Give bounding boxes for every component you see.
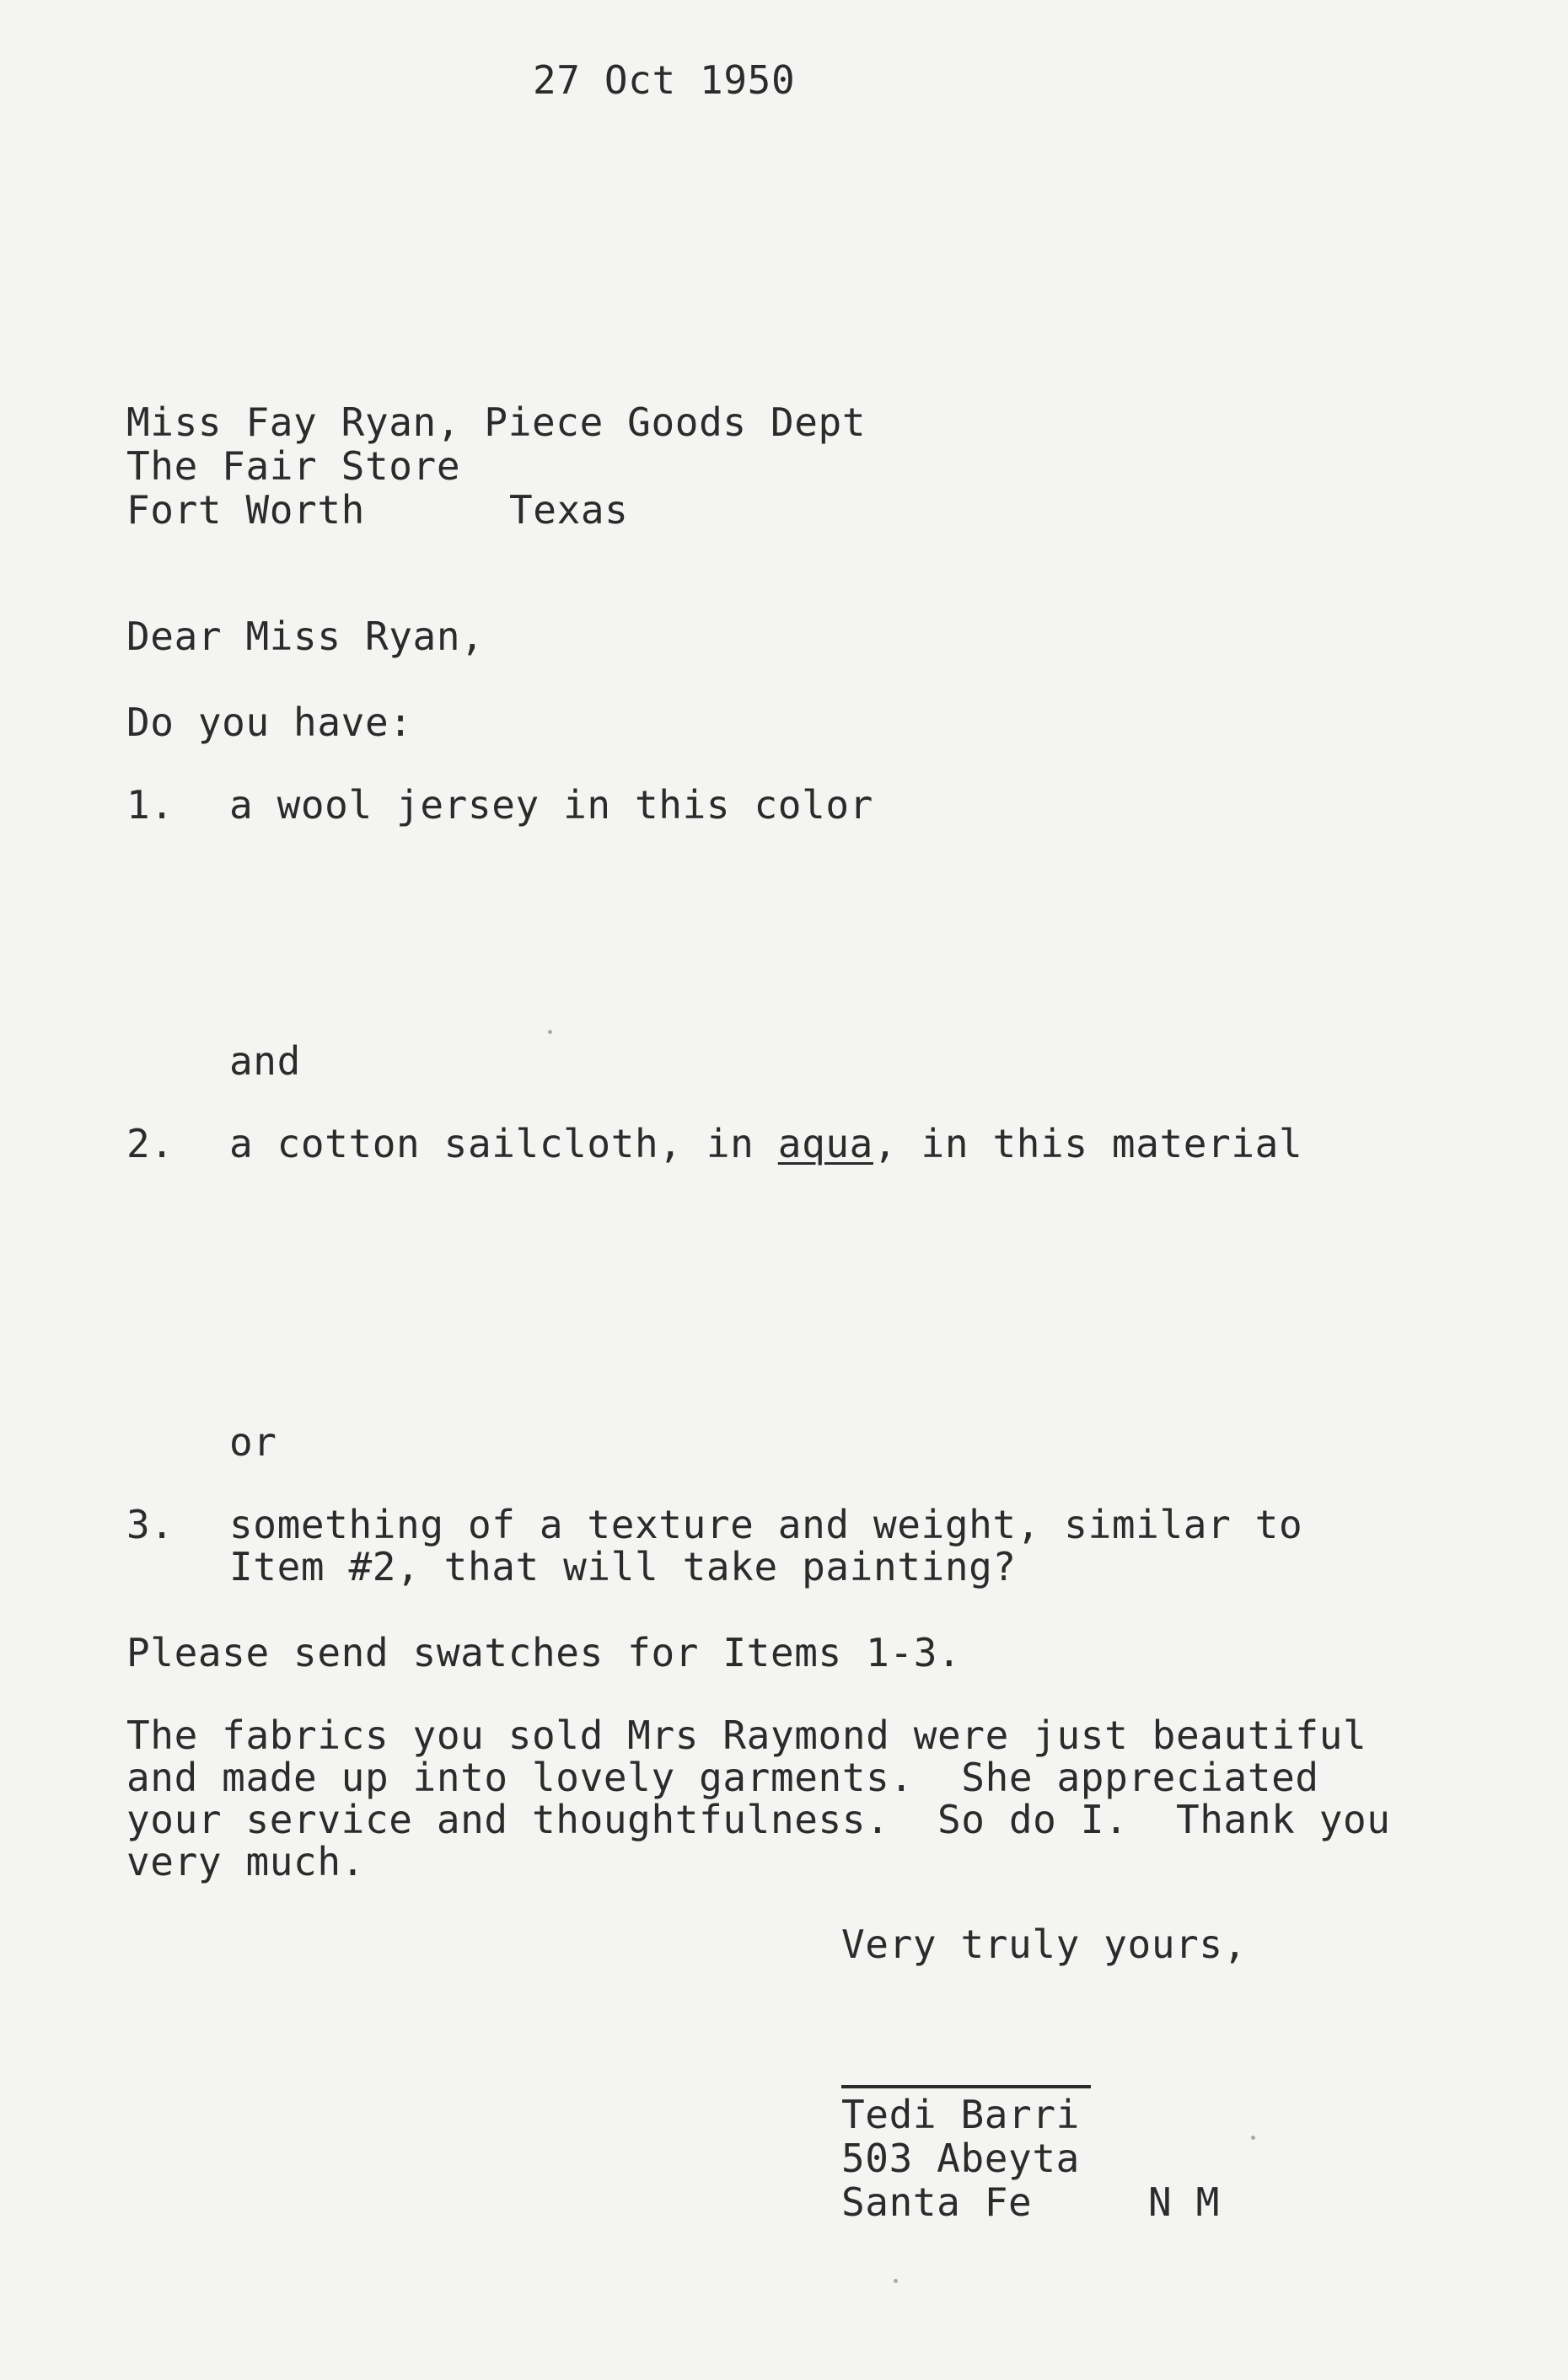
connector-or: or [229, 1419, 277, 1465]
signer-city: Santa Fe [841, 2179, 1033, 2225]
item-3-number: 3. [126, 1502, 175, 1547]
recipient-line-1: Miss Fay Ryan, Piece Goods Dept [126, 399, 867, 445]
intro-line: Do you have: [126, 700, 413, 745]
valediction: Very truly yours, [841, 1922, 1248, 1967]
swatch-request: Please send swatches for Items 1-3. [126, 1630, 962, 1675]
connector-and: and [229, 1038, 301, 1084]
closing-paragraph-line-4: very much. [126, 1839, 365, 1884]
item-3-text-line-2: Item #2, that will take painting? [229, 1544, 1017, 1589]
paper-speck [1251, 2136, 1255, 2140]
recipient-city: Fort Worth [126, 487, 365, 533]
closing-paragraph-line-3: your service and thoughtfulness. So do I. Thank you [126, 1797, 1391, 1842]
signer-state: N M [1148, 2179, 1220, 2225]
item-2-number: 2. [126, 1121, 175, 1166]
paper-speck [894, 2279, 898, 2283]
item-3-text-line-1: something of a texture and weight, similar to [229, 1502, 1303, 1547]
salutation: Dear Miss Ryan, [126, 614, 485, 659]
recipient-state: Texas [509, 487, 629, 533]
recipient-line-2: The Fair Store [126, 443, 461, 489]
item-2-text-before: a cotton sailcloth, in [229, 1121, 778, 1166]
closing-paragraph-line-2: and made up into lovely garments. She appreciated [126, 1755, 1319, 1800]
item-2-underlined-word: aqua [777, 1121, 873, 1166]
letter-date: 27 Oct 1950 [533, 57, 796, 103]
item-2-text [229, 1121, 1303, 1166]
signer-street: 503 Abeyta [841, 2136, 1080, 2181]
item-2-text-after: , in this material [873, 1121, 1303, 1166]
item-1-text: a wool jersey in this color [229, 782, 873, 828]
paper-speck [548, 1030, 552, 1034]
signature-line [841, 2085, 1091, 2088]
signer-name: Tedi Barri [841, 2092, 1080, 2137]
item-1-number: 1. [126, 782, 175, 828]
closing-paragraph-line-1: The fabrics you sold Mrs Raymond were just beautiful [126, 1713, 1367, 1758]
